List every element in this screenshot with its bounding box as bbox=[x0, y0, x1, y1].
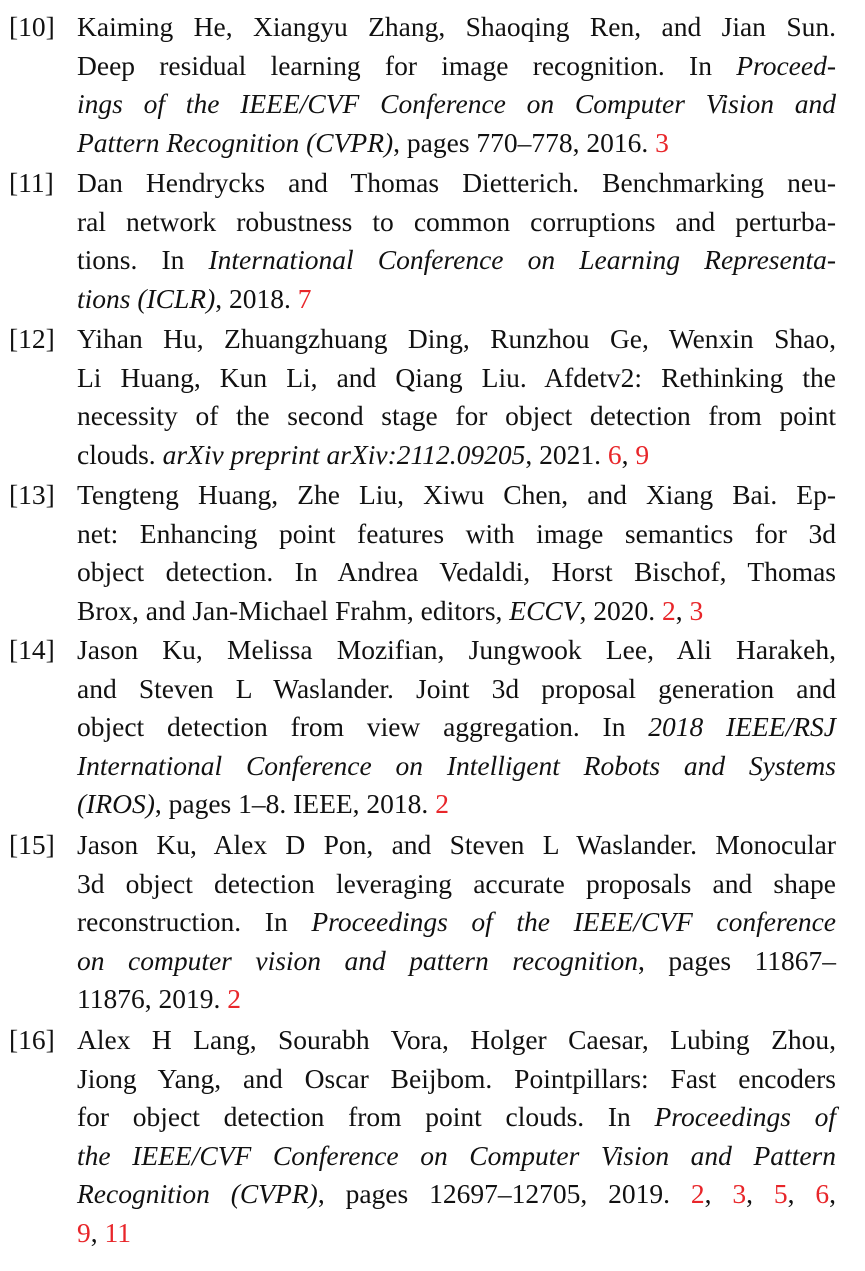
venue-title: Proceed- bbox=[736, 49, 836, 81]
reference-text: , bbox=[621, 438, 636, 470]
reference-line bbox=[77, 164, 836, 203]
citation-back-link[interactable]: 5 bbox=[773, 1178, 788, 1210]
reference-text: Deep residual learning for image recognition. In bbox=[77, 49, 737, 81]
citation-back-link[interactable]: 6 bbox=[815, 1178, 830, 1210]
reference-line bbox=[77, 241, 836, 280]
reference-text: Jiong Yang, and Oscar Beijbom. Pointpillars: Fast encoders bbox=[77, 1062, 836, 1094]
citation-back-link[interactable]: 2 bbox=[435, 788, 449, 820]
reference-text: Li Huang, Kun Li, and Qiang Liu. Afdetv2: Rethinking the bbox=[77, 361, 836, 393]
reference-text: Kaiming He, Xiangyu Zhang, Shaoqing Ren, and Jian Sun. bbox=[77, 11, 836, 42]
reference-text: tions. In bbox=[77, 244, 209, 276]
reference-text: , bbox=[704, 1178, 733, 1210]
reference-number: [12] bbox=[9, 323, 55, 354]
reference-text: for object detection from point clouds. In bbox=[77, 1101, 655, 1133]
citation-back-link[interactable]: 11 bbox=[104, 1217, 131, 1248]
reference-line bbox=[77, 592, 836, 631]
reference-line bbox=[77, 280, 836, 319]
citation-back-link[interactable]: 7 bbox=[297, 282, 312, 314]
reference-text: and Steven L Waslander. Joint 3d proposal generation and bbox=[77, 672, 836, 704]
reference-line bbox=[77, 1098, 836, 1137]
venue-title: ECCV bbox=[509, 594, 580, 626]
reference-number: [15] bbox=[9, 829, 55, 860]
reference-line bbox=[77, 47, 836, 86]
reference-entry bbox=[0, 320, 865, 474]
reference-line bbox=[77, 865, 836, 904]
reference-text: reconstruction. In bbox=[77, 906, 312, 938]
venue-title: Proceedings of bbox=[654, 1101, 836, 1133]
citation-back-link[interactable]: 3 bbox=[689, 594, 704, 626]
reference-text: , bbox=[746, 1178, 774, 1210]
reference-text: , pages 770–778, 2016. bbox=[393, 126, 656, 158]
reference-text: , pages 12697–12705, 2019. bbox=[317, 1178, 691, 1210]
citation-back-link[interactable]: 2 bbox=[662, 594, 676, 626]
reference-text: clouds. bbox=[77, 438, 163, 470]
reference-line bbox=[77, 826, 836, 865]
reference-line bbox=[77, 942, 836, 981]
venue-title: International Conference on Learning Representa- bbox=[208, 244, 837, 276]
venue-title: arXiv preprint arXiv:2112.09205 bbox=[162, 438, 526, 470]
reference-entry bbox=[0, 8, 865, 162]
reference-line bbox=[77, 515, 836, 554]
reference-text: , 2020. bbox=[579, 594, 663, 626]
reference-text: Brox, and Jan-Michael Frahm, editors, bbox=[77, 594, 510, 626]
reference-text: , bbox=[90, 1217, 105, 1248]
reference-number: [11] bbox=[9, 167, 54, 198]
reference-line bbox=[77, 320, 836, 359]
citation-back-link[interactable]: 2 bbox=[690, 1178, 705, 1210]
venue-title: International Conference on Intelligent Robots and Systems bbox=[77, 749, 836, 781]
citation-back-link[interactable]: 3 bbox=[732, 1178, 747, 1210]
reference-text: necessity of the second stage for object detection from point bbox=[77, 400, 836, 432]
citation-back-link[interactable]: 9 bbox=[77, 1217, 91, 1248]
reference-text: , bbox=[829, 1178, 837, 1210]
reference-text: Jason Ku, Alex D Pon, and Steven L Waslander. Monocular bbox=[77, 829, 836, 860]
reference-line bbox=[77, 1214, 836, 1253]
reference-line bbox=[77, 670, 836, 709]
reference-line bbox=[77, 85, 836, 124]
reference-line bbox=[77, 903, 836, 942]
venue-title: 2018 IEEE/RSJ bbox=[648, 711, 836, 743]
reference-text: Alex H Lang, Sourabh Vora, Holger Caesar, Lubing Zhou, bbox=[77, 1024, 836, 1055]
reference-number: [16] bbox=[9, 1024, 55, 1055]
reference-text: , pages 1–8. IEEE, 2018. bbox=[154, 788, 436, 820]
reference-text: , bbox=[787, 1178, 816, 1210]
reference-line bbox=[77, 747, 836, 786]
venue-title: ings of the IEEE/CVF Conference on Computer Vision and bbox=[77, 88, 836, 120]
reference-entry bbox=[0, 826, 865, 1019]
reference-line bbox=[77, 631, 836, 670]
reference-number: [10] bbox=[9, 11, 55, 42]
venue-title: Recognition (CVPR) bbox=[77, 1178, 318, 1210]
reference-line bbox=[77, 708, 836, 747]
reference-text: 11876, 2019. bbox=[77, 983, 228, 1015]
reference-line bbox=[77, 8, 836, 47]
reference-text: , bbox=[675, 594, 690, 626]
reference-text: object detection. In Andrea Vedaldi, Horst Bischof, Thomas bbox=[77, 556, 836, 588]
reference-text: Yihan Hu, Zhuangzhuang Ding, Runzhou Ge, Wenxin Shao, bbox=[77, 323, 836, 354]
reference-text: , 2021. bbox=[525, 438, 608, 470]
reference-line bbox=[77, 436, 836, 475]
venue-title: the IEEE/CVF Conference on Computer Vision and Pattern bbox=[77, 1139, 836, 1171]
reference-text: Dan Hendrycks and Thomas Dietterich. Benchmarking neu- bbox=[77, 167, 836, 198]
reference-line bbox=[77, 1175, 836, 1214]
reference-line bbox=[77, 124, 836, 163]
reference-text: 3d object detection leveraging accurate proposals and shape bbox=[77, 867, 836, 899]
reference-text: , pages 11867– bbox=[638, 944, 837, 976]
reference-text: net: Enhancing point features with image semantics for 3d bbox=[77, 517, 836, 549]
reference-entry bbox=[0, 476, 865, 630]
reference-entry bbox=[0, 631, 865, 824]
citation-back-link[interactable]: 2 bbox=[227, 983, 241, 1015]
reference-line bbox=[77, 1137, 836, 1176]
citation-back-link[interactable]: 6 bbox=[607, 438, 622, 470]
citation-back-link[interactable]: 9 bbox=[635, 438, 650, 470]
reference-line bbox=[77, 785, 836, 824]
reference-entry bbox=[0, 164, 865, 318]
reference-line bbox=[77, 476, 836, 515]
citation-back-link[interactable]: 3 bbox=[655, 126, 669, 158]
reference-line bbox=[77, 1060, 836, 1099]
reference-text: Tengteng Huang, Zhe Liu, Xiwu Chen, and Xiang Bai. Ep- bbox=[77, 479, 836, 510]
venue-title: Proceedings of the IEEE/CVF conference bbox=[311, 906, 836, 938]
reference-line bbox=[77, 1021, 836, 1060]
venue-title: Pattern Recognition (CVPR) bbox=[77, 126, 394, 158]
reference-line bbox=[77, 980, 836, 1019]
reference-number: [13] bbox=[9, 479, 55, 510]
reference-text: ral network robustness to common corruptions and perturba- bbox=[77, 205, 836, 237]
reference-line bbox=[77, 397, 836, 436]
reference-line bbox=[77, 553, 836, 592]
reference-text: object detection from view aggregation. In bbox=[77, 711, 649, 743]
reference-line bbox=[77, 203, 836, 242]
reference-line bbox=[77, 359, 836, 398]
reference-text: Jason Ku, Melissa Mozifian, Jungwook Lee, Ali Harakeh, bbox=[77, 634, 836, 665]
venue-title: (IROS) bbox=[77, 788, 155, 820]
venue-title: on computer vision and pattern recognition bbox=[77, 944, 639, 976]
reference-text: , 2018. bbox=[215, 282, 298, 314]
reference-entry bbox=[0, 1021, 865, 1253]
venue-title: tions (ICLR) bbox=[77, 282, 216, 314]
reference-number: [14] bbox=[9, 634, 55, 665]
